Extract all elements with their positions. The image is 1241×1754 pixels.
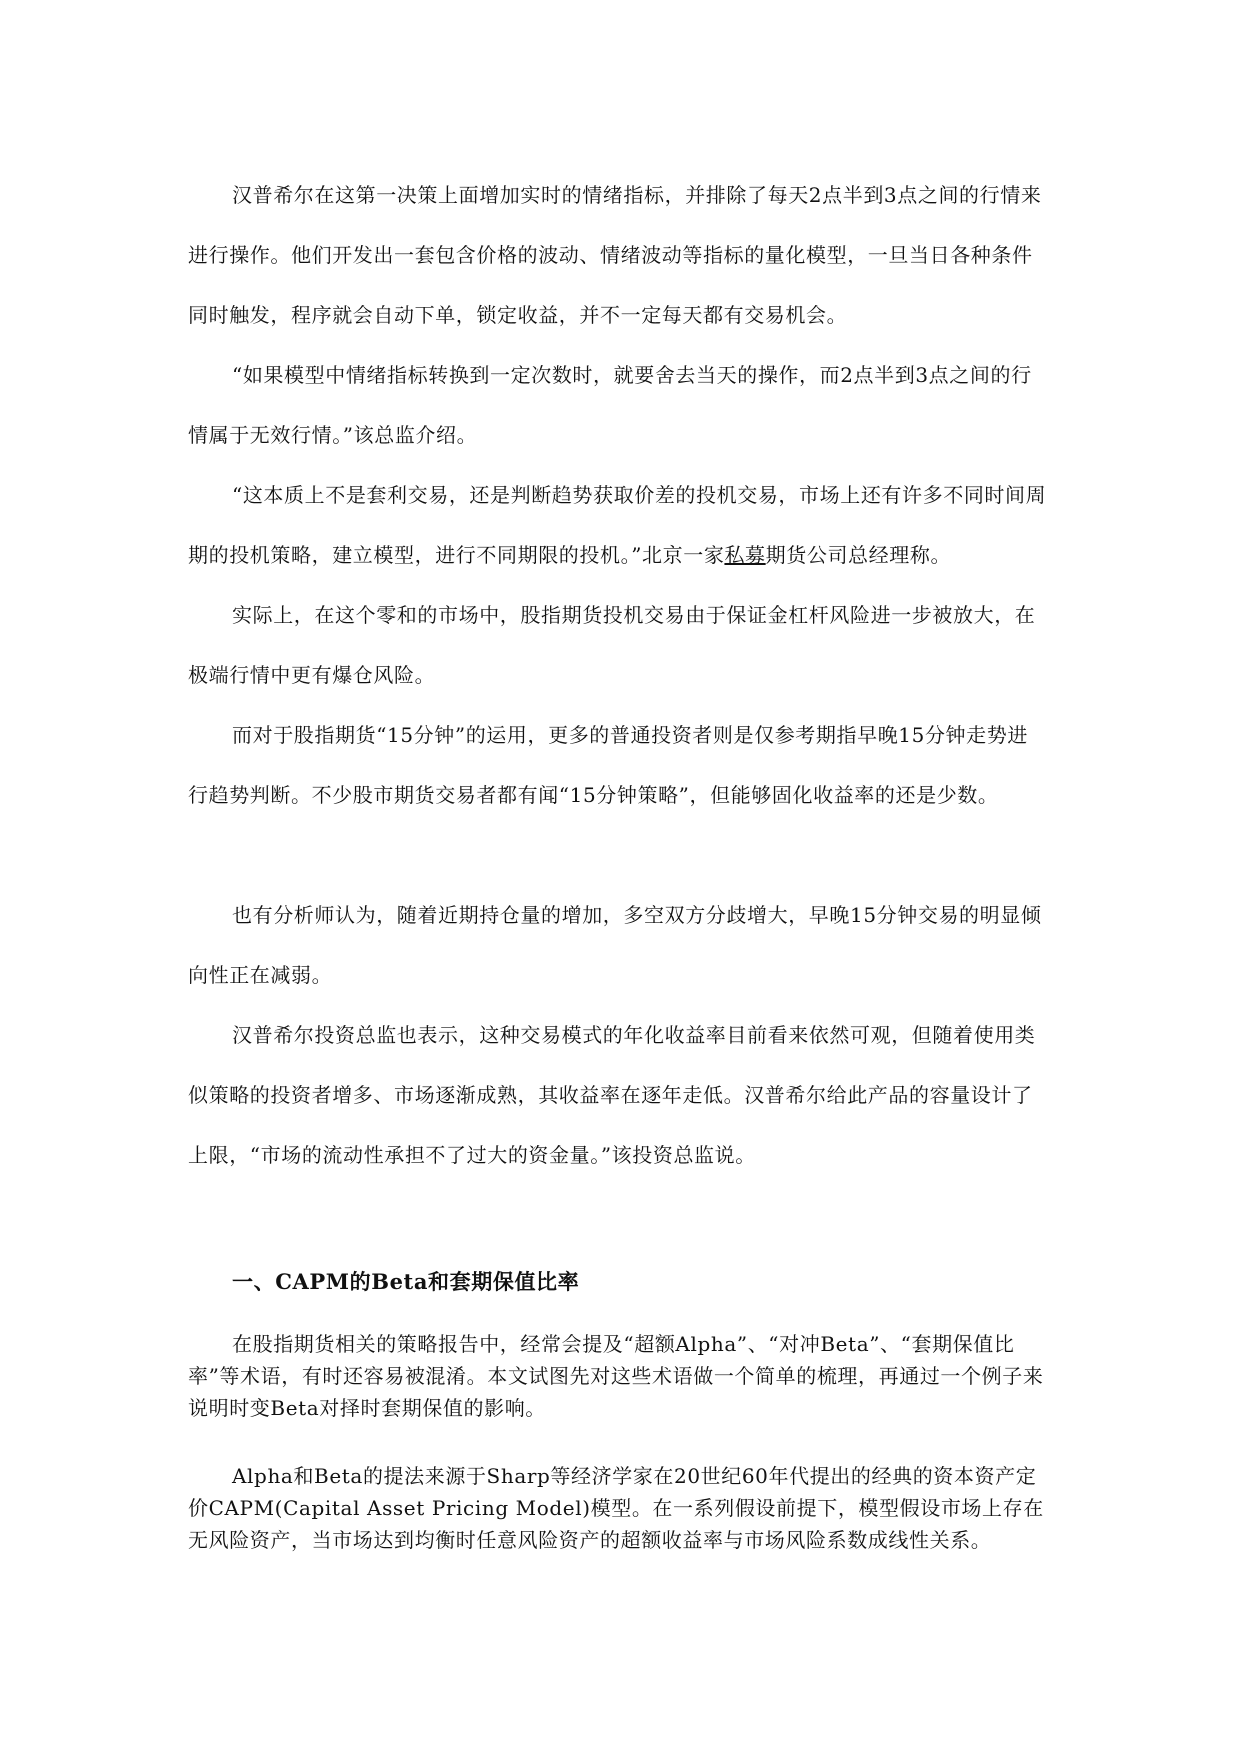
paragraph-7	[188, 1005, 1048, 1185]
paragraph-2-text: “如果模型中情绪指标转换到一定次数时，就要舍去当天的操作，而2点半到3点之间的行情属于无效行情。”该总监介绍。	[188, 363, 1032, 447]
paragraph-4	[188, 585, 1048, 705]
paragraph-4-text: 实际上，在这个零和的市场中，股指期货投机交易由于保证金杠杆风险进一步被放大，在极端行情中更有爆仓风险。	[188, 603, 1036, 687]
paragraph-1-text: 汉普希尔在这第一决策上面增加实时的情绪指标，并排除了每天2点半到3点之间的行情来进行操作。他们开发出一套包含价格的波动、情绪波动等指标的量化模型，一旦当日各种条件同时触发，程序就会自动下单，锁定收益，并不一定每天都有交易机会。	[188, 183, 1042, 327]
paragraph-3-text: “这本质上不是套利交易，还是判断趋势获取价差的投机交易，市场上还有许多不同时间周期的投机策略，建立模型，进行不同期限的投机。”北京一家	[188, 483, 1047, 567]
paragraph-6-text: 也有分析师认为，随着近期持仓量的增加，多空双方分歧增大，早晚15分钟交易的明显倾向性正在减弱。	[188, 903, 1042, 987]
paragraph-5	[188, 705, 1048, 825]
private-fund-link[interactable]: 私募	[724, 543, 766, 567]
section-paragraph-2	[188, 1460, 1048, 1556]
paragraph-7-text: 汉普希尔投资总监也表示，这种交易模式的年化收益率目前看来依然可观，但随着使用类似策略的投资者增多、市场逐渐成熟，其收益率在逐年走低。汉普希尔给此产品的容量设计了上限，“市场的流动性承担不了过大的资金量。”该投资总监说。	[188, 1023, 1036, 1167]
paragraph-2	[188, 345, 1048, 465]
paragraph-6	[188, 885, 1048, 1005]
paragraph-1	[188, 165, 1048, 345]
section-heading: 一、CAPM的Beta和套期保值比率	[232, 1269, 580, 1294]
paragraph-3	[188, 465, 1048, 585]
section-paragraph-1-text: 在股指期货相关的策略报告中，经常会提及“超额Alpha”、“对冲Beta”、“套期保值比率”等术语，有时还容易被混淆。本文试图先对这些术语做一个简单的梳理，再通过一个例子来说明时变Beta对择时套期保值的影响。	[188, 1332, 1044, 1420]
paragraph-3-text-end: 期货公司总经理称。	[765, 543, 952, 567]
section-paragraph-2-text: Alpha和Beta的提法来源于Sharp等经济学家在20世纪60年代提出的经典的资本资产定价CAPM(Capital Asset Pricing Model)模型。在一系列假设前提下，模型假设市场上存在无风险资产，当市场达到均衡时任意风险资产的超额收益率与市场风险系数成线性关系。	[188, 1464, 1044, 1552]
paragraph-5-text: 而对于股指期货“15分钟”的运用，更多的普通投资者则是仅参考期指早晚15分钟走势进行趋势判断。不少股市期货交易者都有闻“15分钟策略”，但能够固化收益率的还是少数。	[188, 723, 1028, 807]
section-paragraph-1	[188, 1328, 1048, 1424]
